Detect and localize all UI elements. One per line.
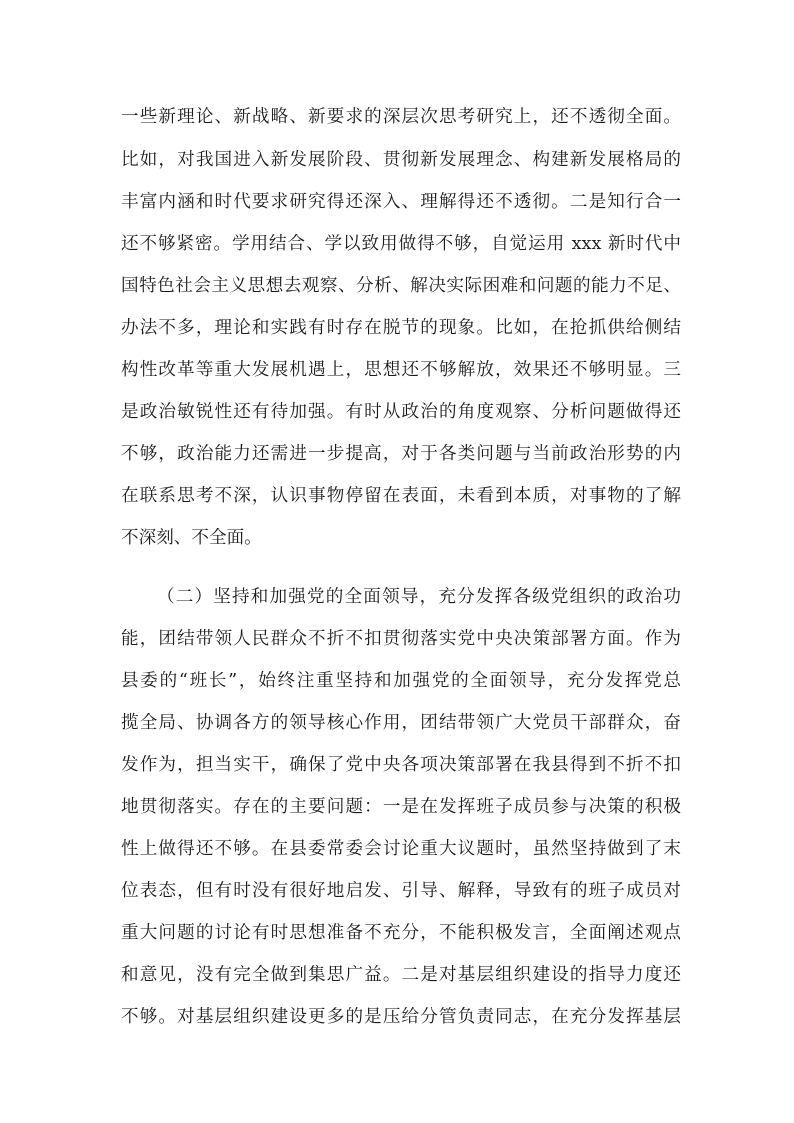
paragraph-1-line-4: 还不够紧密。学用结合、学以致用做得不够，自觉运用 xxx 新时代中: [121, 234, 681, 254]
paragraph-1-line-11: 不深刻、不全面。: [121, 528, 262, 548]
paragraph-2-line-2: 能，团结带领人民群众不折不扣贯彻落实党中央决策部署方面。作为: [121, 629, 681, 649]
paragraph-1-line-2: 比如，对我国进入新发展阶段、贯彻新发展理念、构建新发展格局的: [121, 150, 681, 170]
paragraph-2-line-10: 和意见，没有完全做到集思广益。二是对基层组织建设的指导力度还: [121, 965, 681, 985]
paragraph-2-line-1: （二）坚持和加强党的全面领导，充分发挥各级党组织的政治功: [157, 587, 681, 607]
paragraph-1-line-10: 在联系思考不深，认识事物停留在表面，未看到本质，对事物的了解: [121, 486, 681, 506]
paragraph-2-line-6: 地贯彻落实。存在的主要问题：一是在发挥班子成员参与决策的积极: [121, 797, 681, 817]
paragraph-1-line-6: 办法不多，理论和实践有时存在脱节的现象。比如，在抢抓供给侧结: [121, 318, 681, 338]
paragraph-1-line-7: 构性改革等重大发展机遇上，思想还不够解放，效果还不够明显。三: [121, 360, 681, 380]
paragraph-2-line-8: 位表态，但有时没有很好地启发、引导、解释，导致有的班子成员对: [121, 881, 681, 901]
paragraph-1-line-8: 是政治敏锐性还有待加强。有时从政治的角度观察、分析问题做得还: [121, 402, 681, 422]
paragraph-1-line-9: 不够，政治能力还需进一步提高，对于各类问题与当前政治形势的内: [121, 444, 681, 464]
paragraph-2-line-11: 不够。对基层组织建设更多的是压给分管负责同志，在充分发挥基层: [121, 1007, 681, 1027]
paragraph-1-line-1: 一些新理论、新战略、新要求的深层次思考研究上，还不透彻全面。: [121, 107, 681, 127]
paragraph-2-line-3: 县委的“班长”，始终注重坚持和加强党的全面领导，充分发挥党总: [121, 671, 681, 691]
paragraph-2-line-7: 性上做得还不够。在县委常委会讨论重大议题时，虽然坚持做到了末: [121, 839, 681, 859]
paragraph-2-line-5: 发作为，担当实干，确保了党中央各项决策部署在我县得到不折不扣: [121, 755, 681, 775]
paragraph-2-line-4: 揽全局、协调各方的领导核心作用，团结带领广大党员干部群众，奋: [121, 713, 681, 733]
paragraph-2-line-9: 重大问题的讨论有时思想准备不充分，不能积极发言，全面阐述观点: [121, 923, 681, 943]
paragraph-1-line-3: 丰富内涵和时代要求研究得还深入、理解得还不透彻。二是知行合一: [121, 192, 681, 212]
paragraph-1-line-5: 国特色社会主义思想去观察、分析、解决实际困难和问题的能力不足、: [121, 276, 681, 296]
